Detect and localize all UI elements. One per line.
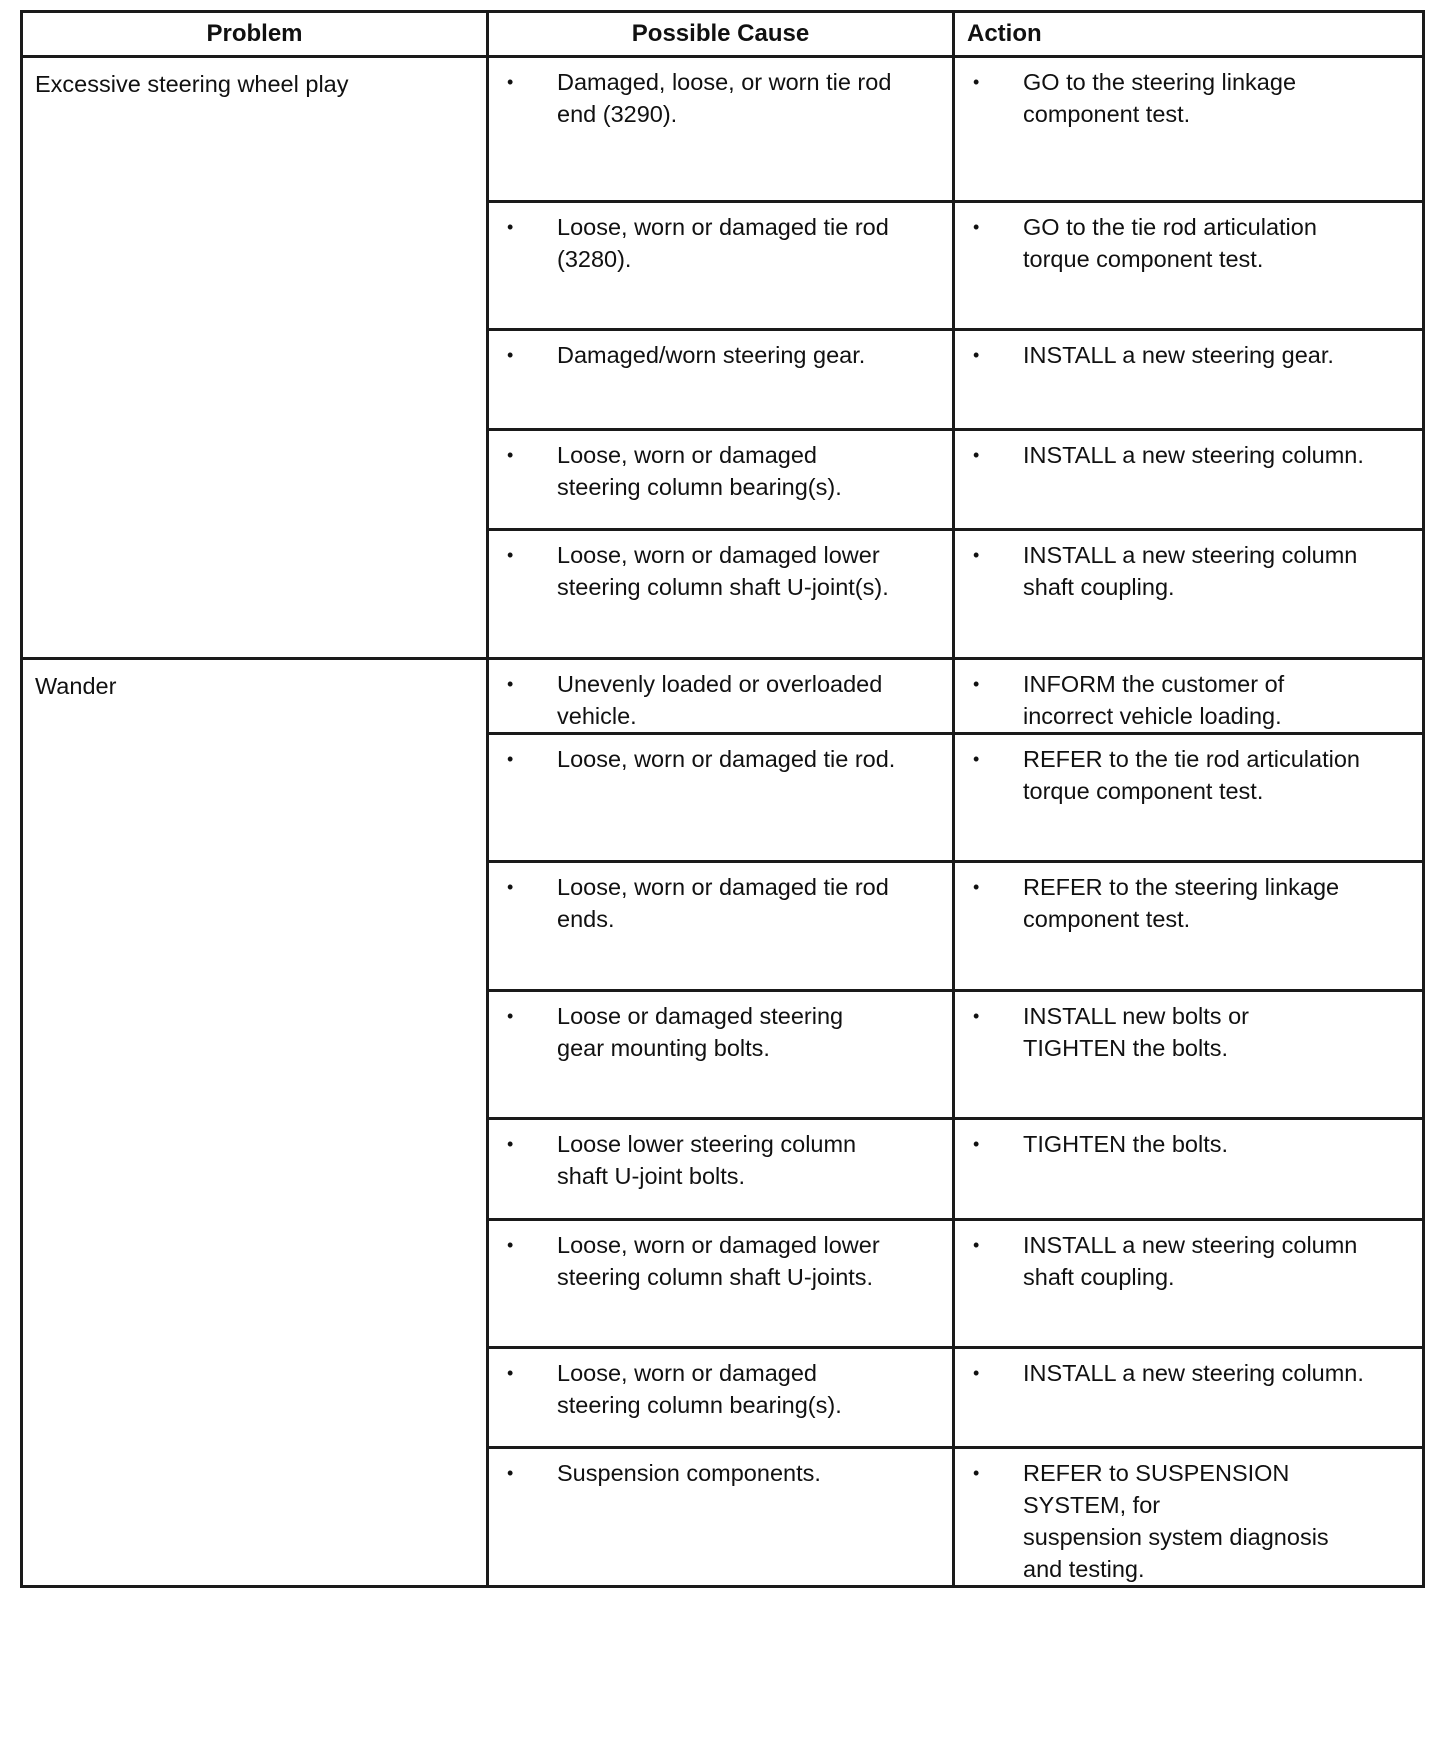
bullet-icon: • <box>507 1463 514 1483</box>
cause-text: Suspension components. <box>557 1460 821 1486</box>
possible-cause-cell <box>488 57 954 202</box>
header-row <box>22 12 1424 57</box>
possible-cause-cell <box>488 330 954 430</box>
possible-cause-cell <box>488 430 954 530</box>
action-text: INFORM the customer of incorrect vehicle loading. <box>1023 671 1285 729</box>
action-text: INSTALL new bolts or TIGHTEN the bolts. <box>1023 1003 1249 1061</box>
cause-text: Loose or damaged steering gear mounting bolts. <box>557 1003 844 1061</box>
cause-text: Damaged/worn steering gear. <box>557 342 866 368</box>
possible-cause-cell <box>488 202 954 330</box>
action-text: TIGHTEN the bolts. <box>1023 1131 1229 1157</box>
possible-cause-cell <box>488 1220 954 1348</box>
bullet-icon: • <box>973 674 980 694</box>
bullet-icon: • <box>973 545 980 565</box>
action-cell <box>954 1348 1424 1448</box>
action-cell <box>954 57 1424 202</box>
bullet-icon: • <box>973 1363 980 1383</box>
bullet-icon: • <box>507 749 514 769</box>
action-cell <box>954 530 1424 659</box>
cause-text: Loose, worn or damaged lower steering column shaft U-joint(s). <box>557 542 889 600</box>
action-text: INSTALL a new steering column shaft coupling. <box>1023 542 1358 600</box>
problem-cell: Wander <box>22 659 488 1587</box>
action-cell <box>954 991 1424 1119</box>
cause-text: Loose, worn or damaged lower steering column shaft U-joints. <box>557 1232 880 1290</box>
possible-cause-cell <box>488 734 954 862</box>
cause-text: Loose, worn or damaged tie rod ends. <box>557 874 889 932</box>
bullet-icon: • <box>973 345 980 365</box>
cause-text: Loose, worn or damaged tie rod. <box>557 746 896 772</box>
action-text: INSTALL a new steering gear. <box>1023 342 1334 368</box>
possible-cause-cell <box>488 530 954 659</box>
problem-cell: Excessive steering wheel play <box>22 57 488 659</box>
symptom-chart-table <box>20 10 1425 1588</box>
bullet-icon: • <box>973 445 980 465</box>
bullet-icon: • <box>507 445 514 465</box>
header-action: Action <box>954 12 1424 57</box>
possible-cause-cell <box>488 1119 954 1220</box>
cause-text: Unevenly loaded or overloaded vehicle. <box>557 671 883 729</box>
bullet-icon: • <box>973 1463 980 1483</box>
bullet-icon: • <box>507 1006 514 1026</box>
bullet-icon: • <box>507 217 514 237</box>
cause-text: Loose lower steering column shaft U-joint bolts. <box>557 1131 857 1189</box>
bullet-icon: • <box>973 1134 980 1154</box>
possible-cause-cell <box>488 991 954 1119</box>
action-text: GO to the tie rod articulation torque component test. <box>1023 214 1317 272</box>
cause-text: Loose, worn or damaged tie rod (3280). <box>557 214 889 272</box>
bullet-icon: • <box>973 877 980 897</box>
bullet-icon: • <box>507 1134 514 1154</box>
action-text: REFER to the tie rod articulation torque component test. <box>1023 746 1360 804</box>
action-text: INSTALL a new steering column. <box>1023 1360 1364 1386</box>
bullet-icon: • <box>507 877 514 897</box>
action-cell <box>954 1220 1424 1348</box>
bullet-icon: • <box>507 345 514 365</box>
cause-text: Loose, worn or damaged steering column bearing(s). <box>557 442 842 500</box>
possible-cause-cell <box>488 659 954 734</box>
table-row <box>22 57 1424 202</box>
header-problem: Problem <box>22 12 488 57</box>
bullet-icon: • <box>507 72 514 92</box>
bullet-icon: • <box>973 1006 980 1026</box>
action-text: INSTALL a new steering column. <box>1023 442 1364 468</box>
action-cell <box>954 330 1424 430</box>
action-text: REFER to the steering linkage component test. <box>1023 874 1340 932</box>
action-cell <box>954 202 1424 330</box>
action-cell <box>954 1448 1424 1587</box>
bullet-icon: • <box>507 1235 514 1255</box>
possible-cause-cell <box>488 1348 954 1448</box>
action-cell <box>954 862 1424 991</box>
bullet-icon: • <box>507 1363 514 1383</box>
cause-text: Loose, worn or damaged steering column bearing(s). <box>557 1360 842 1418</box>
action-cell <box>954 430 1424 530</box>
bullet-icon: • <box>973 217 980 237</box>
diagnosis-sheet <box>20 10 1422 1588</box>
action-cell <box>954 1119 1424 1220</box>
bullet-icon: • <box>973 72 980 92</box>
action-cell <box>954 734 1424 862</box>
bullet-icon: • <box>973 749 980 769</box>
bullet-icon: • <box>507 674 514 694</box>
possible-cause-cell <box>488 862 954 991</box>
bullet-icon: • <box>973 1235 980 1255</box>
action-cell <box>954 659 1424 734</box>
bullet-icon: • <box>507 545 514 565</box>
cause-text: Damaged, loose, or worn tie rod end (3290). <box>557 69 892 127</box>
action-text: GO to the steering linkage component test. <box>1023 69 1297 127</box>
action-text: INSTALL a new steering column shaft coupling. <box>1023 1232 1358 1290</box>
possible-cause-cell <box>488 1448 954 1587</box>
header-possible-cause: Possible Cause <box>488 12 954 57</box>
action-text: REFER to SUSPENSION SYSTEM, for suspension system diagnosis and testing. <box>1023 1460 1329 1582</box>
table-row <box>22 659 1424 734</box>
